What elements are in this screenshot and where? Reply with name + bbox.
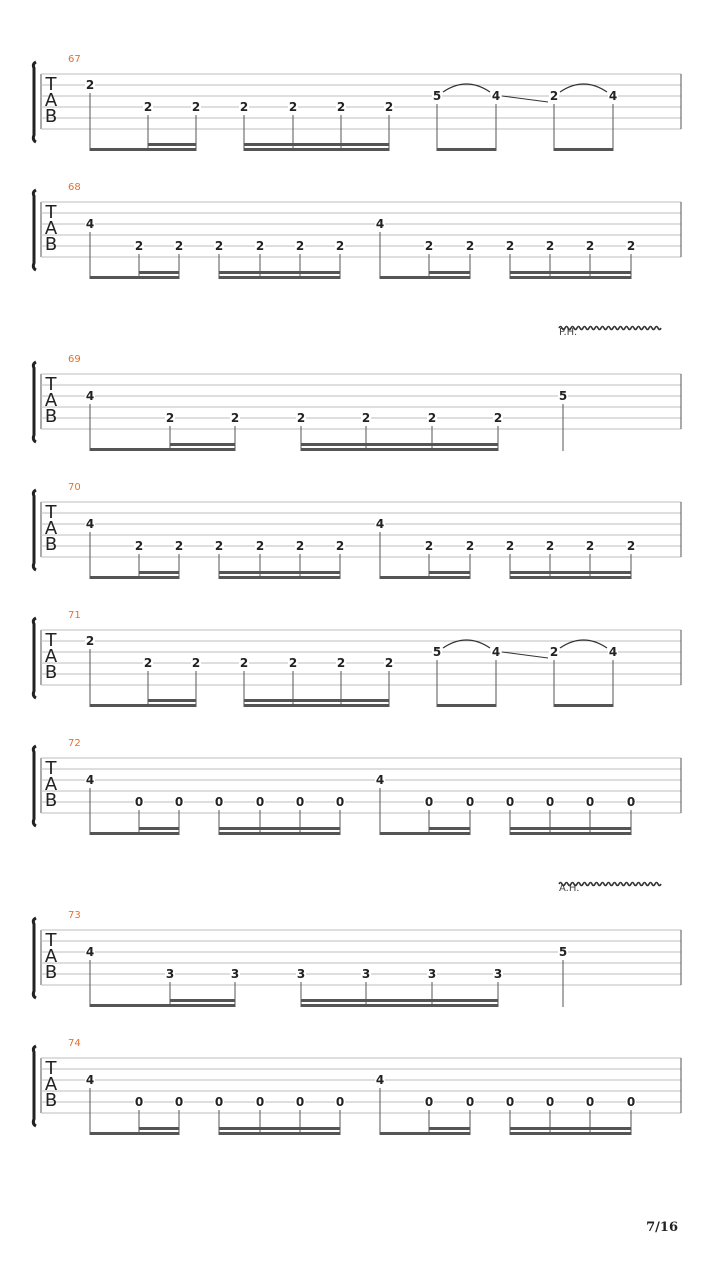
fret-number: 0 (255, 795, 265, 809)
fret-number: 2 (505, 539, 515, 553)
fret-number: 0 (295, 1095, 305, 1109)
fret-number: 4 (491, 645, 501, 659)
fret-number: 2 (191, 100, 201, 114)
fret-number: 5 (432, 645, 442, 659)
tab-clef-letter: B (44, 790, 58, 811)
fret-number: 5 (558, 945, 568, 959)
tab-system (33, 610, 681, 707)
beam (219, 576, 340, 579)
fret-number: 2 (134, 239, 144, 253)
beam (510, 276, 631, 279)
system-bracket (33, 362, 36, 442)
beam (219, 832, 340, 835)
secondary-beam (429, 271, 470, 274)
fret-number: 2 (626, 539, 636, 553)
fret-number: 2 (424, 239, 434, 253)
fret-number: 3 (361, 967, 371, 981)
fret-number: 2 (335, 539, 345, 553)
system-bracket (33, 490, 36, 570)
secondary-beam (219, 827, 340, 830)
secondary-beam (139, 827, 179, 830)
beam (437, 148, 496, 151)
fret-number: 2 (549, 89, 559, 103)
fret-number: 2 (214, 239, 224, 253)
secondary-beam (148, 143, 196, 146)
beam (90, 832, 179, 835)
beam (90, 1132, 179, 1135)
measure-number: 68 (68, 182, 81, 193)
tab-clef-letter: B (44, 662, 58, 683)
fret-number: 2 (295, 539, 305, 553)
fret-number: 0 (255, 1095, 265, 1109)
fret-number: 2 (214, 539, 224, 553)
beam (437, 704, 496, 707)
fret-number: 0 (335, 1095, 345, 1109)
fret-number: 0 (545, 1095, 555, 1109)
tab-clef-letter: A (44, 218, 58, 239)
fret-number: 0 (134, 1095, 144, 1109)
tab-clef-letter: A (44, 774, 58, 795)
system-bracket (33, 746, 36, 826)
measure-number: 72 (68, 738, 81, 749)
fret-number: 2 (174, 239, 184, 253)
fret-number: 2 (295, 239, 305, 253)
tab-clef-letter: A (44, 390, 58, 411)
beam (510, 832, 631, 835)
fret-number: 2 (288, 656, 298, 670)
fret-number: 4 (375, 1073, 385, 1087)
fret-number: 4 (85, 217, 95, 231)
fret-number: 2 (288, 100, 298, 114)
fret-number: 0 (214, 1095, 224, 1109)
tab-clef-letter: A (44, 646, 58, 667)
fret-number: 3 (230, 967, 240, 981)
tab-clef-letter: T (45, 630, 57, 651)
measure-number: 71 (68, 610, 81, 621)
beam (554, 148, 613, 151)
secondary-beam (139, 1127, 179, 1130)
tab-clef-letter: T (45, 930, 57, 951)
secondary-beam (139, 271, 179, 274)
secondary-beam (429, 827, 470, 830)
tab-system (33, 182, 681, 279)
tab-clef-letter: T (45, 74, 57, 95)
fret-number: 4 (85, 517, 95, 531)
measure-number: 70 (68, 482, 81, 493)
page-number: 7/16 (646, 1220, 678, 1235)
slide-line (502, 96, 548, 102)
fret-number: 0 (214, 795, 224, 809)
secondary-beam (170, 443, 235, 446)
secondary-beam (170, 999, 235, 1002)
tab-clef-letter: A (44, 946, 58, 967)
fret-number: 2 (361, 411, 371, 425)
fret-number: 2 (626, 239, 636, 253)
tab-clef-letter: B (44, 1090, 58, 1111)
measure-number: 74 (68, 1038, 81, 1049)
fret-number: 4 (375, 217, 385, 231)
fret-number: 0 (335, 795, 345, 809)
beam (219, 1132, 340, 1135)
measure-number: 69 (68, 354, 81, 365)
fret-number: 0 (424, 795, 434, 809)
beam (90, 448, 235, 451)
beam (380, 832, 470, 835)
fret-number: 4 (85, 773, 95, 787)
harmonic-marking: P.H. (559, 327, 578, 338)
secondary-beam (219, 1127, 340, 1130)
beam (380, 1132, 470, 1135)
tab-clef-letter: T (45, 1058, 57, 1079)
tab-clef-letter: A (44, 1074, 58, 1095)
fret-number: 2 (549, 645, 559, 659)
fret-number: 2 (143, 100, 153, 114)
fret-number: 2 (505, 239, 515, 253)
fret-number: 0 (134, 795, 144, 809)
fret-number: 2 (335, 239, 345, 253)
beam (380, 276, 470, 279)
fret-number: 0 (626, 795, 636, 809)
fret-number: 2 (465, 539, 475, 553)
secondary-beam (148, 699, 196, 702)
fret-number: 0 (505, 1095, 515, 1109)
fret-number: 4 (608, 89, 618, 103)
tab-clef-letter: B (44, 406, 58, 427)
tab-system (33, 54, 681, 151)
system-bracket (33, 618, 36, 698)
beam (301, 448, 498, 451)
fret-number: 5 (432, 89, 442, 103)
fret-number: 2 (191, 656, 201, 670)
secondary-beam (429, 571, 470, 574)
fret-number: 2 (424, 539, 434, 553)
tab-system (33, 883, 681, 1008)
fret-number: 2 (255, 239, 265, 253)
fret-number: 4 (85, 389, 95, 403)
tab-system (33, 482, 681, 579)
vibrato-wave (559, 883, 661, 886)
secondary-beam (510, 571, 631, 574)
fret-number: 0 (424, 1095, 434, 1109)
beam (301, 1004, 498, 1007)
secondary-beam (301, 999, 498, 1002)
fret-number: 4 (491, 89, 501, 103)
beam (219, 276, 340, 279)
fret-number: 2 (174, 539, 184, 553)
tab-clef-letter: B (44, 534, 58, 555)
vibrato-wave (559, 327, 661, 330)
secondary-beam (510, 827, 631, 830)
fret-number: 2 (465, 239, 475, 253)
fret-number: 2 (545, 239, 555, 253)
fret-number: 0 (545, 795, 555, 809)
measure-number: 67 (68, 54, 81, 65)
beam (90, 576, 179, 579)
fret-number: 2 (134, 539, 144, 553)
tab-clef-letter: T (45, 502, 57, 523)
system-bracket (33, 62, 36, 142)
secondary-beam (244, 699, 389, 702)
beam (244, 704, 389, 707)
slide-line (502, 652, 548, 658)
fret-number: 2 (255, 539, 265, 553)
fret-number: 2 (165, 411, 175, 425)
tab-clef-letter: B (44, 106, 58, 127)
fret-number: 0 (465, 795, 475, 809)
beam (90, 148, 196, 151)
beam (554, 704, 613, 707)
tab-clef-letter: A (44, 518, 58, 539)
tab-system (33, 327, 681, 452)
fret-number: 3 (165, 967, 175, 981)
fret-number: 2 (384, 656, 394, 670)
beam (244, 148, 389, 151)
fret-number: 0 (626, 1095, 636, 1109)
fret-number: 4 (608, 645, 618, 659)
fret-number: 3 (493, 967, 503, 981)
tab-clef-letter: T (45, 758, 57, 779)
beam (90, 276, 179, 279)
tab-clef-letter: T (45, 374, 57, 395)
fret-number: 0 (585, 795, 595, 809)
measure-number: 73 (68, 910, 81, 921)
beam (510, 1132, 631, 1135)
beam (510, 576, 631, 579)
fret-number: 4 (85, 945, 95, 959)
fret-number: 2 (545, 539, 555, 553)
secondary-beam (510, 1127, 631, 1130)
fret-number: 2 (85, 634, 95, 648)
fret-number: 4 (85, 1073, 95, 1087)
fret-number: 3 (427, 967, 437, 981)
fret-number: 2 (230, 411, 240, 425)
system-bracket (33, 190, 36, 270)
fret-number: 2 (585, 539, 595, 553)
tab-clef-letter: B (44, 962, 58, 983)
fret-number: 4 (375, 517, 385, 531)
beam (380, 576, 470, 579)
fret-number: 0 (505, 795, 515, 809)
fret-number: 0 (295, 795, 305, 809)
fret-number: 0 (465, 1095, 475, 1109)
tab-clef-letter: T (45, 202, 57, 223)
tab-system (33, 1038, 681, 1135)
secondary-beam (510, 271, 631, 274)
fret-number: 2 (296, 411, 306, 425)
secondary-beam (429, 1127, 470, 1130)
fret-number: 2 (384, 100, 394, 114)
secondary-beam (139, 571, 179, 574)
system-bracket (33, 918, 36, 998)
harmonic-marking: A.H. (559, 883, 580, 894)
fret-number: 2 (427, 411, 437, 425)
fret-number: 0 (174, 1095, 184, 1109)
beam (90, 704, 196, 707)
secondary-beam (219, 571, 340, 574)
fret-number: 2 (336, 656, 346, 670)
tab-system (33, 738, 681, 835)
fret-number: 2 (143, 656, 153, 670)
fret-number: 0 (174, 795, 184, 809)
fret-number: 2 (239, 656, 249, 670)
fret-number: 2 (239, 100, 249, 114)
fret-number: 2 (493, 411, 503, 425)
fret-number: 2 (336, 100, 346, 114)
fret-number: 2 (585, 239, 595, 253)
tab-clef-letter: A (44, 90, 58, 111)
fret-number: 2 (85, 78, 95, 92)
fret-number: 4 (375, 773, 385, 787)
fret-number: 0 (585, 1095, 595, 1109)
fret-number: 5 (558, 389, 568, 403)
system-bracket (33, 1046, 36, 1126)
secondary-beam (244, 143, 389, 146)
tab-clef-letter: B (44, 234, 58, 255)
fret-number: 3 (296, 967, 306, 981)
secondary-beam (301, 443, 498, 446)
beam (90, 1004, 235, 1007)
secondary-beam (219, 271, 340, 274)
